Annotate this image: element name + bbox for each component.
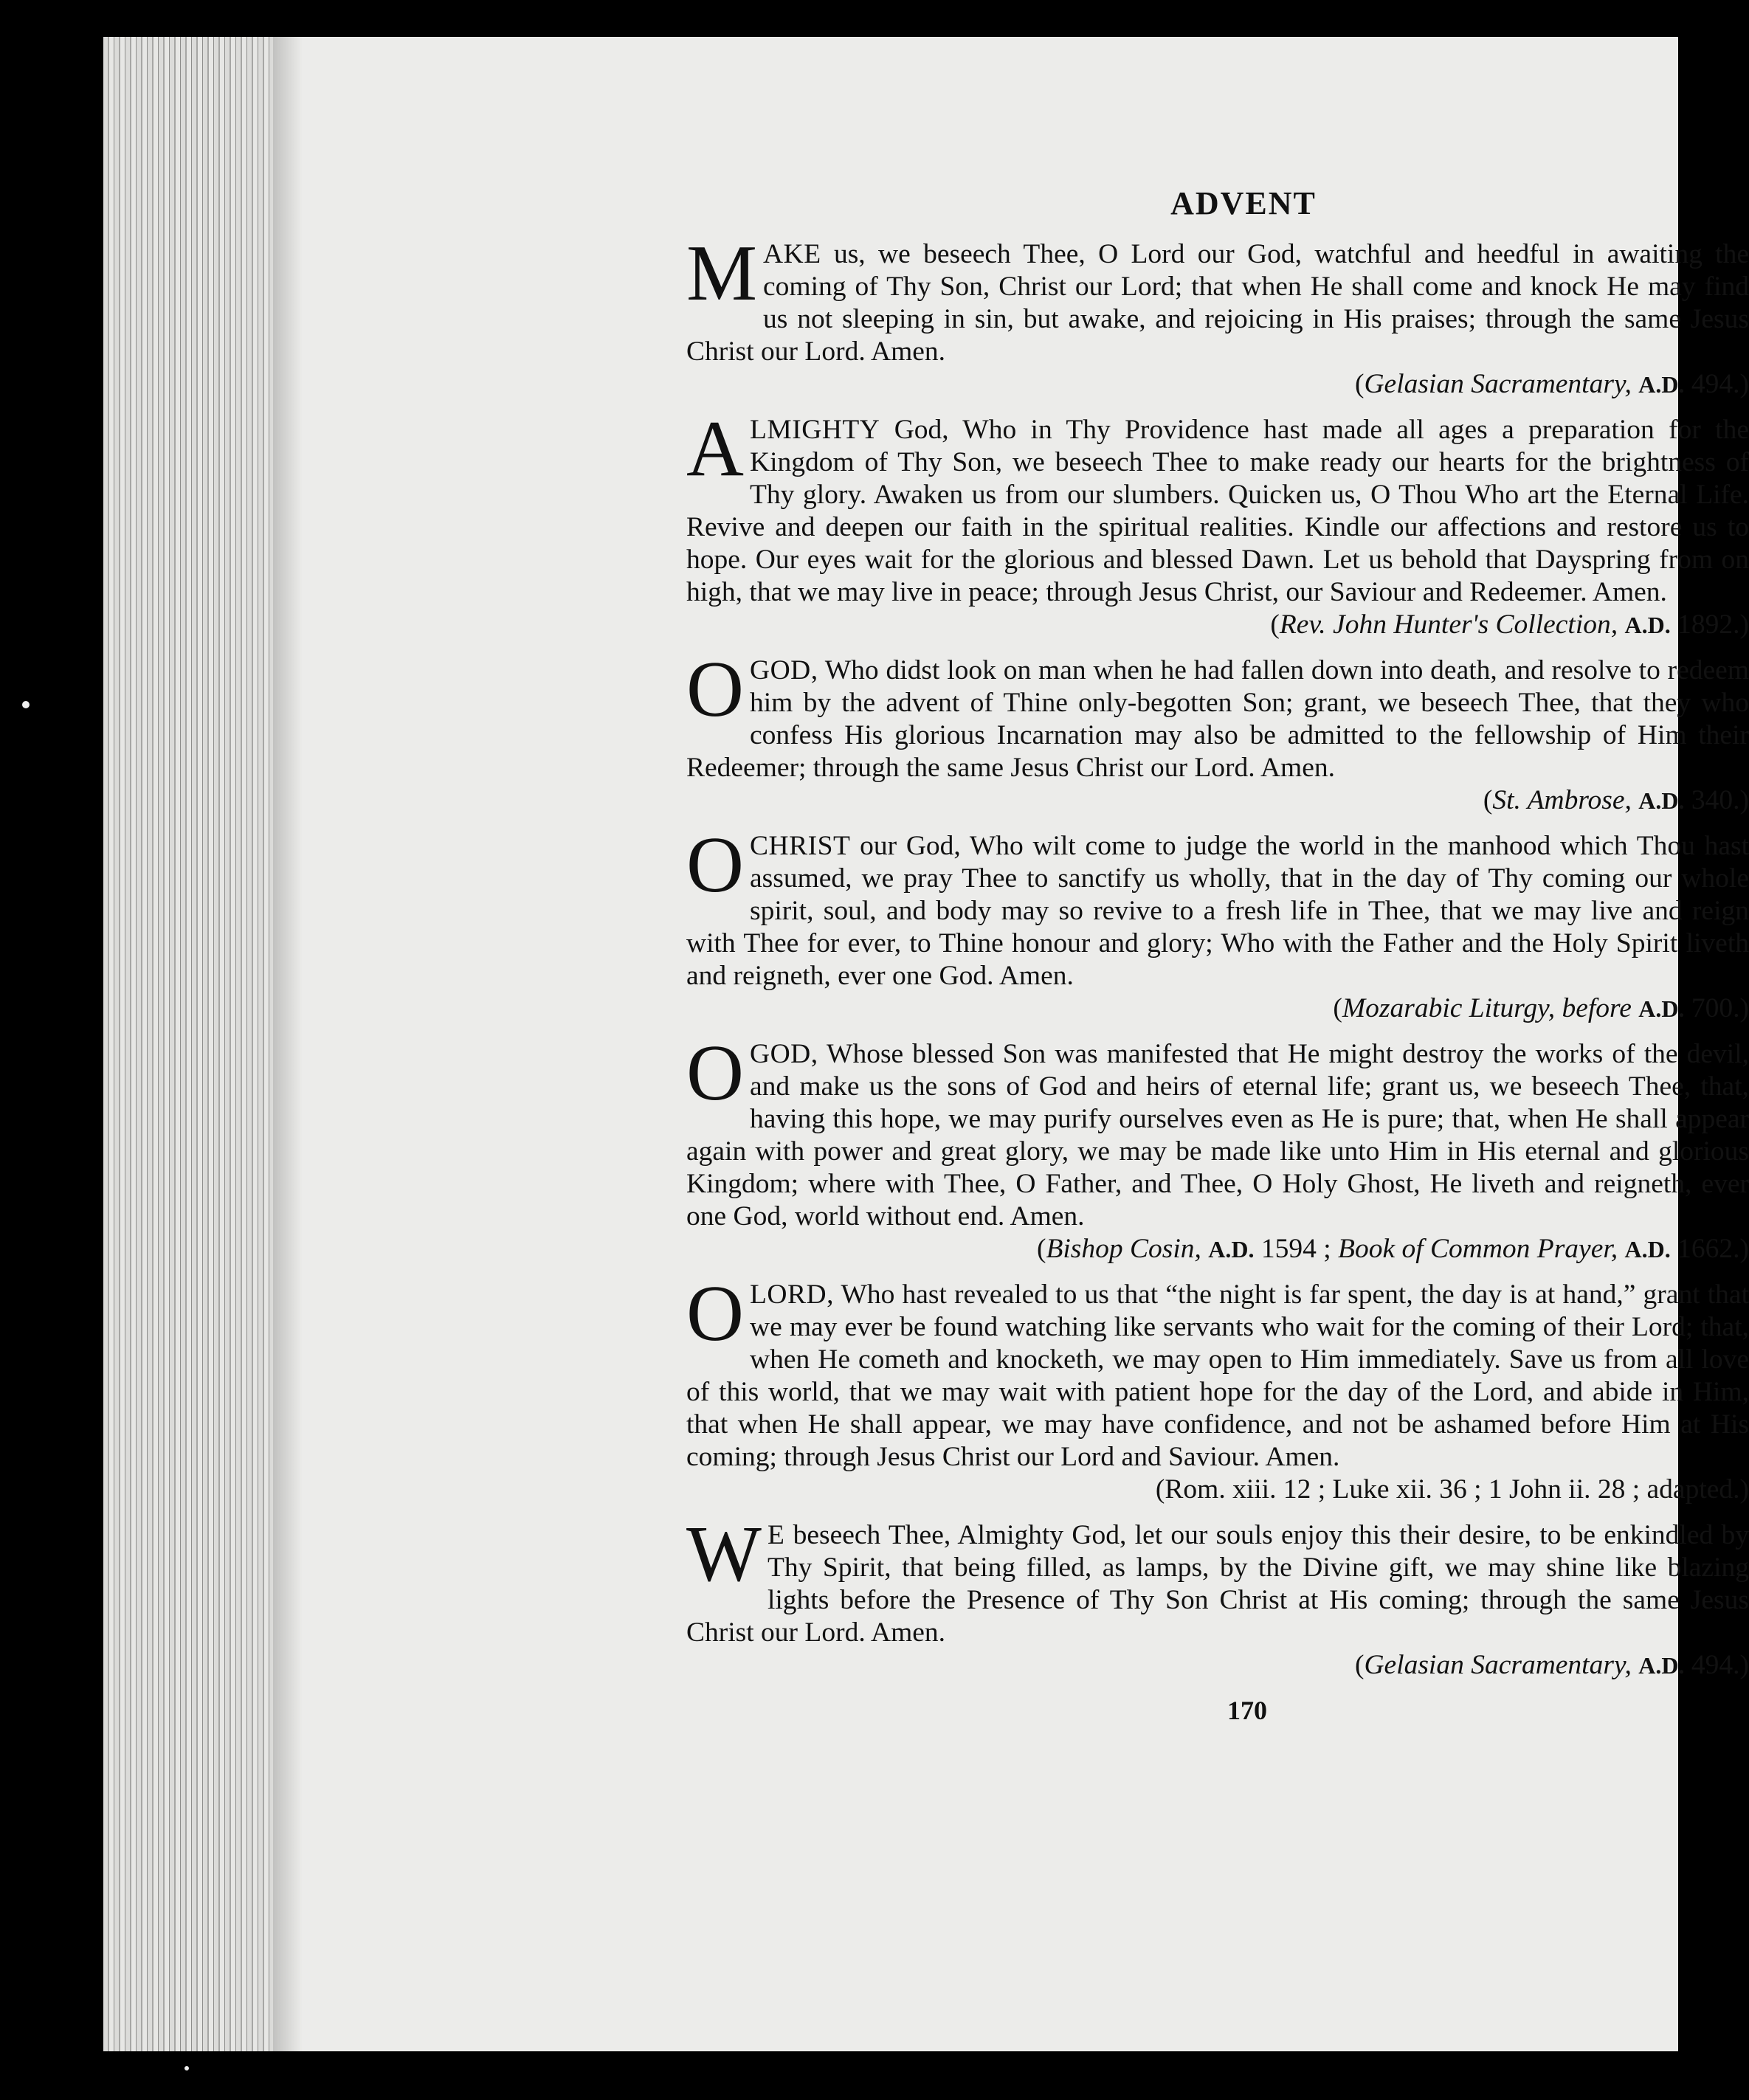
page-content [686, 184, 1749, 1726]
era-label-2: A.D. [1624, 1236, 1671, 1263]
source-date: 340.) [1684, 785, 1749, 815]
prayer-body-text: Who didst look on man when he had fallen down into death, and resolve to redeem him by the advent of Thine only-begotten Son; grant, we beseech Thee, that they who confess His glorious Incarnation may also be admitted to the fellowship of Him their Redeemer; through the same Jesus Christ our Lord. Amen. [686, 655, 1749, 783]
prayer-body-text: our God, Who wilt come to judge the world in the manhood which Thou hast assumed, we pray Thee to sanctify us wholly, that in the day of Thy coming our whole spirit, soul, and body may so revive to a fresh life in Thee, that we may live and reign with Thee for ever, to Thine honour and glory; Who with the Father and the Holy Spirit liveth and reigneth, ever one God. Amen. [686, 831, 1749, 991]
page-edges [103, 37, 273, 2051]
source-date-2: 1662.) [1670, 1234, 1749, 1264]
era-label: A.D. [1638, 995, 1685, 1022]
prayer-body-text: beseech Thee, Almighty God, let our souls enjoy this their desire, to be enkindled by Thy Spirit, that being filled, as lamps, by the Divine gift, we may shine like blazing lights before the Presence of Thy Son Christ at His coming; through the same Jesus Christ our Lord. Amen. [686, 1520, 1749, 1648]
prayer [686, 1270, 1749, 1506]
lead-word: AKE [763, 239, 821, 269]
era-label: A.D. [1638, 787, 1685, 814]
source-date: 1892.) [1670, 609, 1749, 640]
prayer [686, 1029, 1749, 1265]
prayer-source: (Gelasian Sacramentary, A.D. 494.) [1354, 1650, 1749, 1680]
drop-cap: O [686, 1029, 744, 1117]
lead-word: LMIGHTY [750, 415, 880, 445]
source-title-2: Book of Common Prayer, [1338, 1234, 1618, 1264]
lead-word: E [767, 1520, 785, 1550]
drop-cap: O [686, 646, 744, 733]
source-date: 494.) [1684, 1650, 1749, 1680]
prayer-text [686, 1029, 1749, 1233]
drop-cap: M [686, 229, 758, 317]
era-label: A.D. [1624, 612, 1671, 638]
era-label: A.D. [1638, 371, 1685, 398]
prayer-source: (St. Ambrose, A.D. 340.) [1483, 785, 1749, 815]
era-label: A.D. [1208, 1236, 1255, 1263]
prayer-body-text: us, we beseech Thee, O Lord our God, watchful and heedful in awaiting the coming of Thy Son, Christ our Lord; that when He shall come and knock He may find us not sleeping in sin, but awake, and rejoicing in His praises; through the same Jesus Christ our Lord. Amen. [686, 239, 1749, 367]
source-title: Gelasian Sacramentary, [1364, 1650, 1632, 1680]
source-title: Gelasian Sacramentary, [1364, 369, 1632, 399]
prayer-text [686, 646, 1749, 784]
drop-cap: W [686, 1510, 762, 1598]
prayer [686, 646, 1749, 817]
prayer [686, 1510, 1749, 1682]
prayer-source: (Gelasian Sacramentary, A.D. 494.) [1354, 369, 1749, 399]
era-label: A.D. [1638, 1652, 1685, 1679]
lead-word: GOD, [750, 655, 818, 685]
source-date: 494.) [1684, 369, 1749, 399]
prayer-source: (Rom. xiii. 12 ; Luke xii. 36 ; 1 John ii. 28 ; adapted.) [1155, 1474, 1749, 1505]
scan-speck [22, 701, 30, 708]
drop-cap: O [686, 1270, 744, 1358]
source-title: Rev. John Hunter's Collection, [1279, 609, 1618, 640]
source-date: 700.) [1684, 993, 1749, 1023]
book-page [103, 37, 1749, 2051]
source-title: Mozarabic Liturgy, before [1342, 993, 1632, 1023]
prayer-source: (Mozarabic Liturgy, before A.D. 700.) [1333, 993, 1749, 1023]
prayer-source: (Rev. John Hunter's Collection, A.D. 1892.) [1270, 609, 1749, 640]
prayer [686, 405, 1749, 641]
source-date: 1594 ; [1254, 1234, 1339, 1264]
scan-speck [184, 2066, 189, 2070]
prayer-source: (Bishop Cosin, A.D. 1594 ; Book of Common Prayer, A.D. 1662.) [1036, 1234, 1749, 1264]
prayer-text [686, 1270, 1749, 1474]
lead-word: GOD, [750, 1039, 818, 1069]
prayer-body-text: Whose blessed Son was manifested that He might destroy the works of the devil, and make us the sons of God and heirs of eternal life; grant us, we beseech Thee, that, having this hope, we may purify ourselves even as He is pure; that, when He shall appear again with power and great glory, we may be made like unto Him in His eternal and glorious Kingdom; where with Thee, O Father, and Thee, O Holy Ghost, He liveth and reigneth, ever one God, world without end. Amen. [686, 1039, 1749, 1232]
prayer-text [686, 1510, 1749, 1649]
prayer [686, 821, 1749, 1025]
prayer-text [686, 229, 1749, 368]
drop-cap: O [686, 821, 744, 909]
gutter-shadow [273, 37, 303, 2051]
prayer-text [686, 405, 1749, 609]
prayer-body-text: God, Who in Thy Providence hast made all ages a preparation for the Kingdom of Thy Son, we beseech Thee to make ready our hearts for the brightness of Thy glory. Awaken us from our slumbers. Quicken us, O Thou Who art the Eternal Life. Revive and deepen our faith in the spiritual realities. Kindle our affections and restore us to hope. Our eyes wait for the glorious and blessed Dawn. Let us behold that Dayspring from on high, that we may live in peace; through Jesus Christ, our Saviour and Redeemer. Amen. [686, 415, 1749, 607]
prayer-text [686, 821, 1749, 992]
page-number: 170 [1227, 1696, 1267, 1725]
prayer [686, 229, 1749, 401]
running-head: ADVENT [1170, 185, 1317, 221]
source-title: Bishop Cosin, [1046, 1234, 1201, 1264]
drop-cap: A [686, 405, 744, 493]
lead-word: LORD, [750, 1279, 834, 1310]
lead-word: CHRIST [750, 831, 851, 861]
source-title: St. Ambrose, [1492, 785, 1632, 815]
prayer-body-text: Who hast revealed to us that “the night is far spent, the day is at hand,” grant that we may ever be found watching like servants who wait for the coming of their Lord; that, when He cometh and knocketh, we may open to Him immediately. Save us from all love of this world, that we may wait with patient hope for the day of the Lord, and abide in Him, that when He shall appear, we may have confidence, and not be ashamed before Him at His coming; through Jesus Christ our Lord and Saviour. Amen. [686, 1279, 1749, 1472]
